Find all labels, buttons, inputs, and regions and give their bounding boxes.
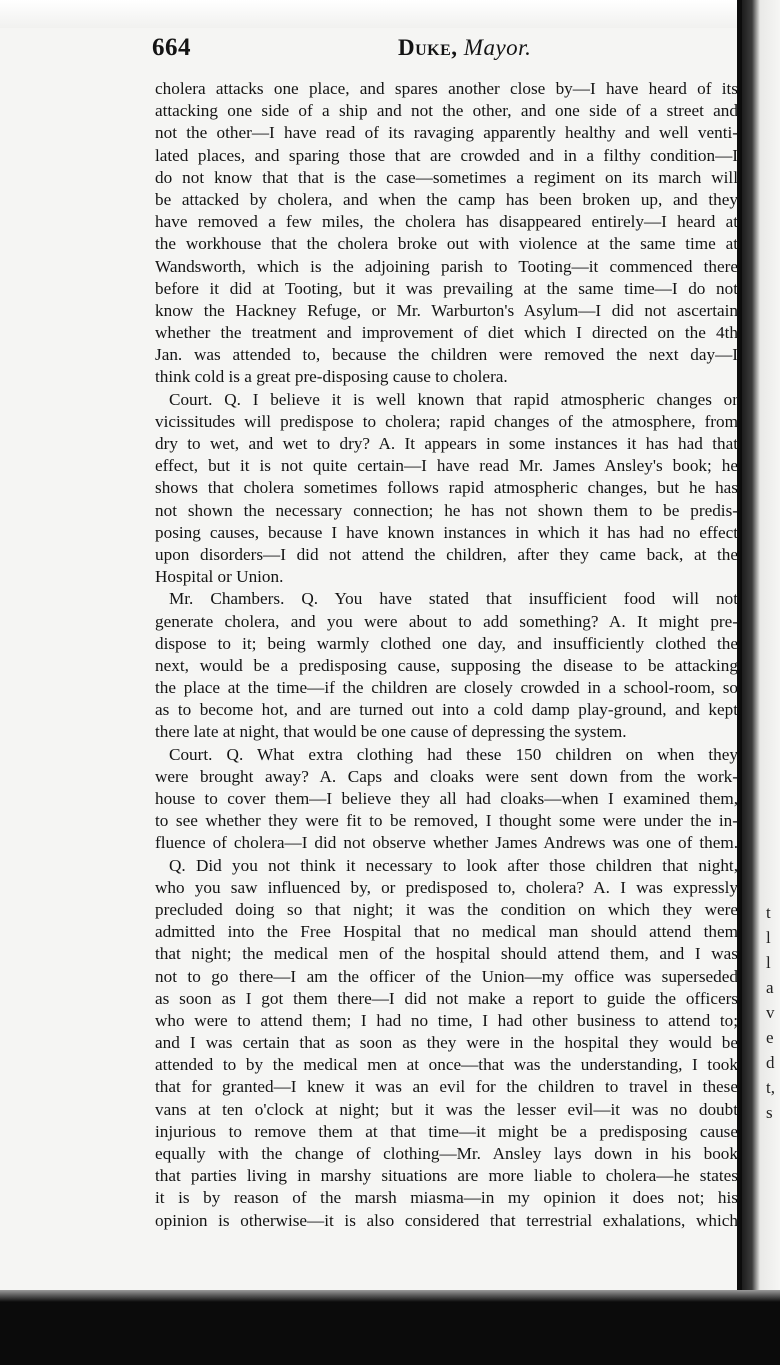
- text-line: that parties living in marshy situations are more liable to cholera—he states: [155, 1166, 738, 1186]
- text-line: not shown the necessary connection; he has not shown them to be predis-: [155, 500, 738, 520]
- text-line: cholera attacks one place, and spares another close by—I have heard of its: [155, 79, 738, 98]
- text-line: fluence of cholera—I did not observe whether James Andrews was one of them.: [155, 833, 738, 853]
- text-line: be attacked by cholera, and when the camp has been broken up, and they: [155, 189, 738, 209]
- edge-letter: t: [766, 903, 771, 922]
- edge-letter: d: [766, 1053, 775, 1072]
- text-line: lated places, and sparing those that are crowded and in a filthy condition—I: [155, 145, 738, 165]
- running-head: [398, 35, 531, 61]
- text-line: who were to attend them; I had no time, I had other business to attend to;: [155, 1010, 738, 1030]
- top-margin: [0, 0, 780, 28]
- text-line: Wandsworth, which is the adjoining parish to Tooting—it commenced there: [155, 256, 738, 276]
- text-line: do not know that that is the case—sometimes a regiment on its march will: [155, 167, 738, 187]
- running-head-name: Duke,: [398, 35, 458, 60]
- text-line: not the other—I have read of its ravaging apparently healthy and well venti-: [155, 123, 738, 143]
- text-line: next, would be a predisposing cause, supposing the disease to be attacking: [155, 655, 738, 675]
- text-line: attacking one side of a ship and not the other, and one side of a street and: [155, 101, 738, 121]
- text-line: equally with the change of clothing—Mr. Ansley lays down in his book: [155, 1144, 738, 1163]
- text-line: dispose to it; being warmly clothed one day, and insufficiently clothed the: [155, 633, 738, 653]
- text-line: generate cholera, and you were about to add something? A. It might pre-: [155, 611, 738, 631]
- text-line: the workhouse that the cholera broke out with violence at the same time at: [155, 234, 738, 254]
- text-line: vicissitudes will predispose to cholera; rapid changes of the atmosphere, from: [155, 411, 738, 431]
- text-line: Court. Q. I believe it is well known that rapid atmospheric changes or: [169, 389, 738, 409]
- text-line: to see whether they were fit to be removed, I thought some were under the in-: [155, 811, 738, 831]
- edge-letter: l: [766, 953, 771, 972]
- scan-background: [0, 1290, 780, 1365]
- text-line: that night; the medical men of the hospital should attend them, and I was: [155, 944, 738, 964]
- text-line: house to cover them—I believe they all had cloaks—when I examined them,: [155, 789, 738, 808]
- text-line: Court. Q. What extra clothing had these 150 children on when they: [169, 744, 738, 764]
- text-line: it is by reason of the marsh miasma—in my opinion it does not; his: [155, 1188, 738, 1208]
- text-line: injurious to remove them at that time—it might be a predisposing cause: [155, 1121, 738, 1141]
- text-line: before it did at Tooting, but it was prevailing at the same time—I do not: [155, 278, 738, 298]
- edge-letter: t,: [766, 1078, 775, 1097]
- edge-letter: a: [766, 978, 774, 997]
- text-line: that for granted—I knew it was an evil for the children to travel in these: [155, 1077, 738, 1097]
- text-line: upon disorders—I did not attend the children, after they came back, at the: [155, 544, 738, 564]
- text-line: and I was certain that as soon as they were in the hospital they would be: [155, 1033, 738, 1053]
- text-line: were brought away? A. Caps and cloaks were sent down from the work-: [155, 766, 738, 786]
- text-line: the place at the time—if the children are closely crowded in a school-room, so: [155, 678, 738, 698]
- text-line: not to go there—I am the officer of the Union—my office was superseded: [155, 966, 738, 986]
- text-line: attended to by the medical men at once—that was the understanding, I took: [155, 1055, 738, 1075]
- text-line: Mr. Chambers. Q. You have stated that insufficient food will not: [169, 589, 738, 609]
- text-line: have removed a few miles, the cholera has disappeared entirely—I heard at: [155, 212, 738, 232]
- text-line: think cold is a great pre-disposing cause to cholera.: [155, 367, 508, 387]
- page-number: 664: [152, 34, 191, 61]
- text-line: Q. Did you not think it necessary to look after those children that night,: [169, 855, 738, 875]
- text-line: precluded doing so that night; it was the condition on which they were: [155, 899, 738, 919]
- edge-letter: s: [766, 1103, 773, 1122]
- text-line: vans at ten o'clock at night; but it was the lesser evil—it was no doubt: [155, 1099, 738, 1119]
- page-header: [152, 34, 720, 70]
- text-line: as soon as I got them there—I did not make a report to guide the officers: [155, 988, 738, 1008]
- text-line: Jan. was attended to, because the children were removed the next day—I: [155, 345, 738, 365]
- edge-letter: v: [766, 1003, 775, 1022]
- text-line: who you saw influenced by, or predisposed to, cholera? A. I was expressly: [155, 877, 738, 897]
- text-line: dry to wet, and wet to dry? A. It appears in some instances it has had that: [155, 434, 738, 453]
- text-line: there late at night, that would be one cause of depressing the system.: [155, 722, 627, 742]
- text-line: as to become hot, and are turned out into a cold damp play-ground, and kept: [155, 700, 738, 720]
- running-head-title: Mayor.: [463, 35, 532, 60]
- edge-letter: l: [766, 928, 771, 947]
- facing-page-fragments: [766, 900, 780, 1125]
- text-line: admitted into the Free Hospital that no medical man should attend them: [155, 922, 738, 942]
- text-line: know the Hackney Refuge, or Mr. Warburton's Asylum—I did not ascertain: [155, 300, 738, 320]
- text-line: Hospital or Union.: [155, 567, 284, 587]
- text-line: shows that cholera sometimes follows rapid atmospheric changes, but he has: [155, 478, 738, 498]
- text-line: posing causes, because I have known instances in which it has had no effect: [155, 522, 738, 542]
- text-line: opinion is otherwise—it is also considered that terrestrial exhalations, which: [155, 1210, 738, 1230]
- edge-letter: e: [766, 1028, 774, 1047]
- text-line: whether the treatment and improvement of diet which I directed on the 4th: [155, 323, 738, 343]
- text-line: effect, but it is not quite certain—I have read Mr. James Ansley's book; he: [155, 456, 738, 476]
- body-text: [155, 78, 738, 1232]
